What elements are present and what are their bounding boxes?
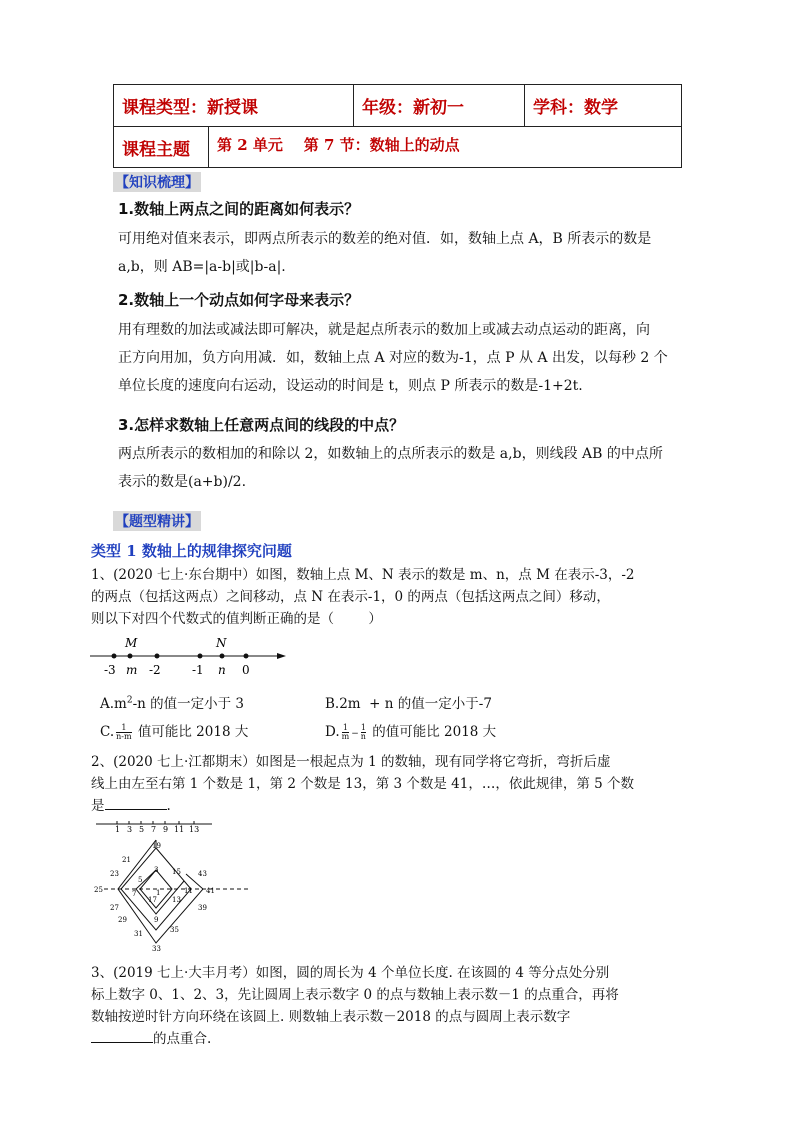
course-header-table	[113, 84, 682, 168]
fraction-numerator: 1	[116, 724, 131, 733]
option-c-fraction	[116, 724, 131, 741]
point-m	[128, 654, 133, 659]
svg-text:11: 11	[184, 887, 193, 895]
svg-text:43: 43	[198, 870, 207, 878]
svg-text:9: 9	[163, 825, 169, 834]
folded-number-line-figure	[88, 818, 258, 954]
point-n	[220, 654, 225, 659]
svg-text:33: 33	[152, 945, 161, 953]
option-a-prefix: A.m	[100, 696, 127, 712]
problem-line: 3、(2019 七上·大丰月考）如图，圆的周长为 4 个单位长度. 在该圆的 4 等分点处分别	[91, 965, 610, 981]
problem-3-text	[91, 962, 703, 1050]
knowledge-answer-3	[118, 440, 698, 496]
label-m: m	[126, 663, 138, 677]
answer-line: a,b，则 AB=|a-b|或|b-a|.	[118, 259, 286, 275]
option-d-fraction-2	[361, 724, 366, 741]
label-n: n	[218, 663, 226, 677]
option-d-text: 的值可能比 2018 大	[367, 724, 497, 740]
option-a	[100, 692, 244, 712]
svg-text:27: 27	[110, 904, 119, 912]
knowledge-answer-2	[118, 316, 698, 400]
fraction-denominator: n-m	[116, 732, 132, 741]
grade: 年级：新初一	[362, 98, 464, 118]
answer-suffix: 的点重合.	[153, 1031, 212, 1047]
svg-text:3: 3	[127, 825, 133, 834]
svg-text:41: 41	[206, 887, 215, 895]
tick-neg1: -1	[192, 663, 204, 677]
svg-text:7: 7	[151, 825, 157, 834]
number-line-figure	[88, 630, 288, 678]
svg-text:15: 15	[172, 868, 181, 876]
svg-text:35: 35	[170, 926, 179, 934]
svg-text:21: 21	[122, 856, 131, 864]
problem-line: 1、(2020 七上·东台期中）如图，数轴上点 M、N 表示的数是 m、n，点 M 在表示-3，-2	[91, 567, 635, 583]
svg-text:39: 39	[198, 904, 207, 912]
svg-text:13: 13	[189, 825, 200, 834]
answer-line: 用有理数的加法或减法即可解决，就是起点所表示的数加上或减去动点运动的距离，向	[118, 322, 650, 338]
answer-prefix: 是	[91, 798, 105, 814]
point-zero	[244, 654, 249, 659]
knowledge-question-2: 2.数轴上一个动点如何字母来表示？	[118, 291, 360, 309]
svg-text:25: 25	[94, 886, 103, 894]
answer-line: 单位长度的速度向右运动，设运动的时间是 t，则点 P 所表示的数是-1+2t.	[118, 378, 583, 394]
option-c-prefix: C.	[100, 724, 115, 740]
option-d-minus: −	[351, 729, 359, 739]
types-section-heading: 【题型精讲】	[113, 511, 201, 531]
problem-1-text	[91, 564, 703, 630]
option-c	[100, 720, 248, 741]
subject-cell	[525, 85, 682, 127]
answer-blank[interactable]	[105, 795, 167, 810]
type-1-title: 类型 1 数轴上的规律探究问题	[91, 542, 292, 560]
subject: 学科：数学	[533, 98, 618, 118]
answer-line: 可用绝对值来表示，即两点所表示的数差的绝对值．如，数轴上点 A，B 所表示的数是	[118, 231, 652, 247]
problem-2-text	[91, 751, 703, 817]
top-axis-labels	[115, 825, 199, 834]
svg-text:7: 7	[132, 890, 137, 898]
problem-line: 的两点（包括这两点）之间移动，点 N 在表示-1，0 的两点（包括这两点之间）移动，	[91, 589, 610, 605]
option-b: B.2m + n 的值一定小于-7	[325, 696, 492, 712]
answer-line: 两点所表示的数相加的和除以 2，如数轴上的点所表示的数是 a,b，则线段 AB 的中点所	[118, 446, 663, 462]
answer-suffix: .	[166, 798, 171, 814]
problem-line	[91, 1028, 703, 1050]
knowledge-answer-1	[118, 225, 698, 281]
fraction-numerator: 1	[360, 723, 366, 732]
tick-neg3: -3	[104, 663, 116, 677]
point-neg3	[112, 654, 117, 659]
axis-arrow	[277, 653, 286, 659]
problem-line: 数轴按逆时针方向环绕在该圆上. 则数轴上表示数－2018 的点与圆周上表示数字	[91, 1009, 571, 1025]
topic-label-cell	[114, 127, 209, 168]
course-type-cell	[114, 85, 354, 127]
knowledge-section-heading: 【知识梳理】	[113, 172, 201, 192]
svg-text:17: 17	[148, 896, 157, 904]
option-a-exponent: 2	[126, 695, 133, 706]
svg-text:1: 1	[115, 825, 121, 834]
fraction-numerator: 1	[342, 723, 348, 732]
problem-line: 2、(2020 七上·江都期末）如图是一根起点为 1 的数轴，现有同学将它弯折，弯折后虚	[91, 754, 611, 770]
knowledge-question-1: 1.数轴上两点之间的距离如何表示？	[118, 200, 360, 218]
topic-cell	[209, 127, 682, 168]
option-a-text: -n 的值一定小于 3	[132, 696, 245, 712]
svg-text:1: 1	[156, 889, 161, 897]
svg-text:9: 9	[154, 916, 159, 924]
svg-text:13: 13	[172, 896, 181, 904]
point-neg2	[155, 654, 160, 659]
tick-zero: 0	[242, 663, 250, 677]
problem-line: 则以下对四个代数式的值判断正确的是（ ）	[91, 611, 382, 627]
svg-text:23: 23	[110, 870, 119, 878]
option-d-fraction-1	[342, 724, 350, 741]
fold-labels	[94, 842, 215, 953]
label-M: M	[125, 636, 138, 650]
svg-text:31: 31	[134, 930, 143, 938]
course-type: 课程类型：新授课	[122, 98, 258, 118]
topic-label: 课程主题	[122, 140, 190, 160]
svg-text:3: 3	[154, 866, 159, 874]
label-N: N	[216, 636, 227, 650]
problem-line	[91, 795, 703, 817]
answer-blank[interactable]	[91, 1028, 153, 1043]
svg-text:5: 5	[139, 825, 145, 834]
topic: 第 2 单元 第 7 节：数轴上的动点	[217, 136, 460, 154]
option-d	[325, 720, 496, 741]
svg-text:29: 29	[118, 916, 127, 924]
problem-line: 线上由左至右第 1 个数是 1，第 2 个数是 13，第 3 个数是 41，…，依此规律，第 5 个数	[91, 776, 635, 792]
fraction-denominator: n	[360, 732, 366, 741]
answer-line: 正方向用加，负方向用减．如，数轴上点 A 对应的数为-1，点 P 从 A 出发，以每秒 2 个	[118, 350, 668, 366]
option-c-text: 值可能比 2018 大	[133, 724, 249, 740]
grade-cell	[354, 85, 525, 127]
fraction-denominator: m	[341, 732, 350, 741]
answer-line: 表示的数是(a+b)/2.	[118, 474, 247, 490]
svg-text:5: 5	[138, 876, 143, 884]
problem-line: 标上数字 0、1、2、3，先让圆周上表示数字 0 的点与数轴上表示数－1 的点重合，再将	[91, 987, 619, 1003]
knowledge-question-3: 3.怎样求数轴上任意两点间的线段的中点？	[118, 416, 405, 434]
svg-text:19: 19	[152, 842, 161, 850]
point-neg1	[198, 654, 203, 659]
option-d-prefix: D.	[325, 724, 340, 740]
tick-neg2: -2	[149, 663, 161, 677]
svg-text:11: 11	[174, 825, 185, 834]
